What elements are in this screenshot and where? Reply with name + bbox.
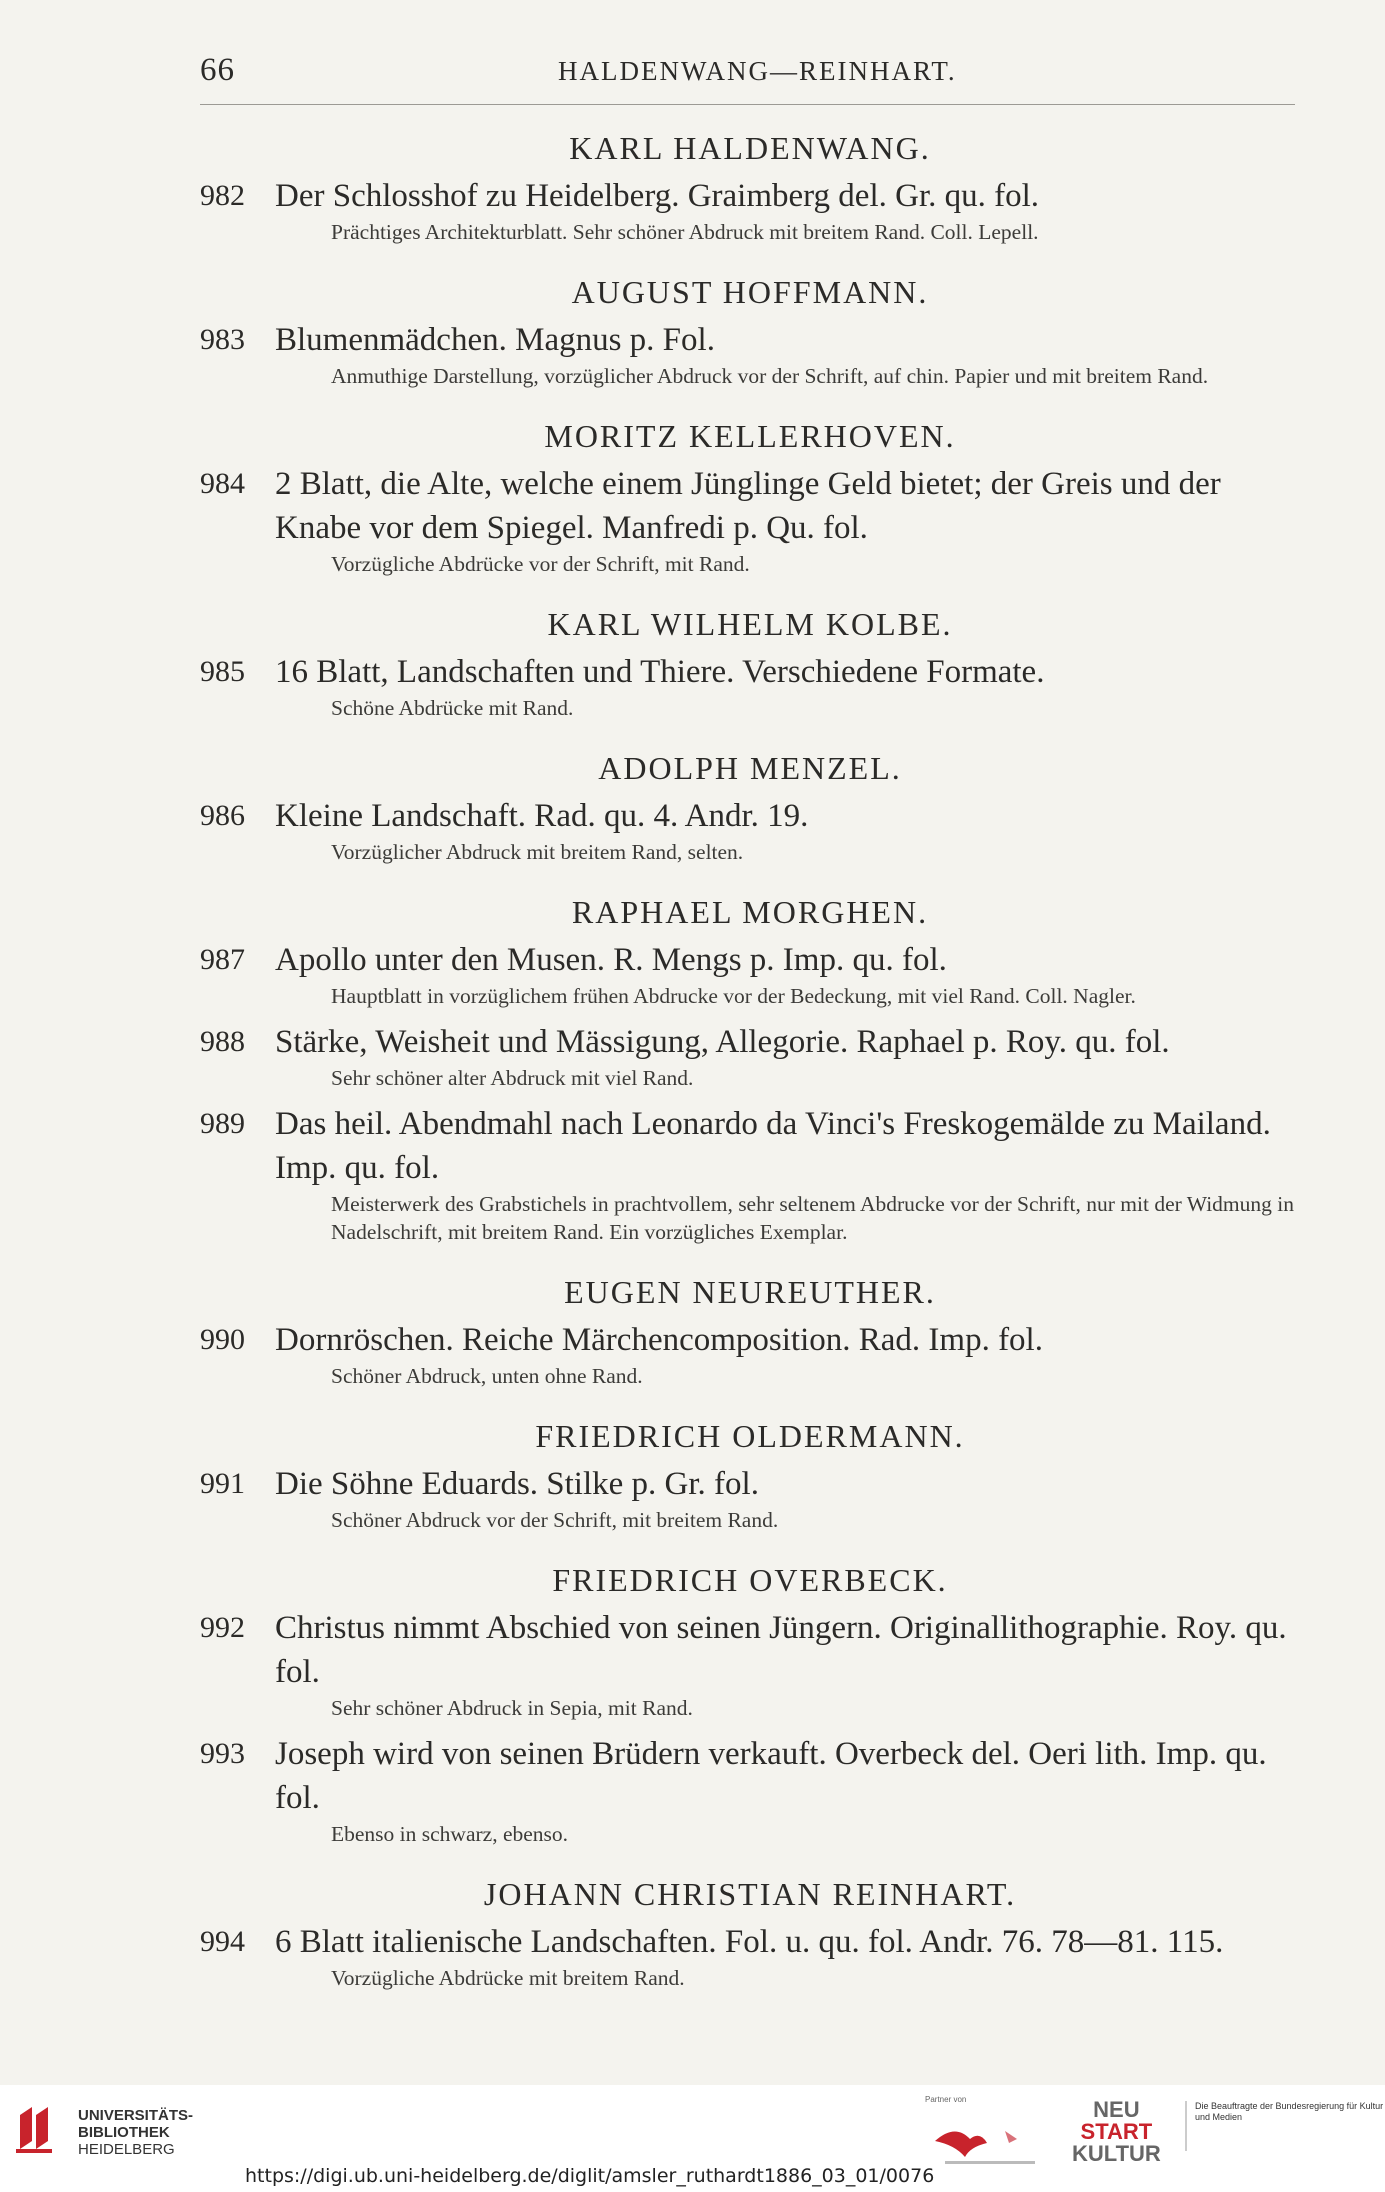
catalog-entry <box>200 938 1300 1010</box>
entry-note: Vorzüglicher Abdruck mit breitem Rand, selten. <box>331 840 744 864</box>
bkm-logo[interactable] <box>1185 2101 1385 2151</box>
entry-note: Schöner Abdruck vor der Schrift, mit breitem Rand. <box>331 1508 779 1532</box>
entry-number: 987 <box>200 943 245 976</box>
entry-number: 984 <box>200 467 245 500</box>
entry-note: Vorzügliche Abdrücke mit breitem Rand. <box>331 1966 685 1990</box>
entry-note: Sehr schöner alter Abdruck mit viel Rand. <box>331 1066 694 1090</box>
entry-title: 6 Blatt italienische Landschaften. Fol. u. qu. fol. Andr. 76. 78—81. 115. <box>275 1924 1224 1960</box>
artist-heading: ADOLPH MENZEL. <box>598 750 902 786</box>
catalog-entry <box>200 1318 1300 1390</box>
entry-number: 986 <box>200 799 245 832</box>
entry-title: Das heil. Abendmahl nach Leonardo da Vinci's Freskogemälde zu Mailand. Imp. qu. fol. <box>275 1106 1271 1186</box>
running-title: HALDENWANG—REINHART. <box>558 56 957 86</box>
entry-number: 993 <box>200 1737 245 1770</box>
permalink-url[interactable]: https://digi.ub.uni-heidelberg.de/diglit/amsler_ruthardt1886_03_01/0076 <box>245 2165 935 2187</box>
entry-number: 985 <box>200 655 245 688</box>
artist-heading: AUGUST HOFFMANN. <box>571 274 929 310</box>
partner-label: Partner von <box>925 2095 967 2104</box>
entry-note: Hauptblatt in vorzüglichem frühen Abdrucke vor der Bedeckung, mit viel Rand. Coll. Nagler. <box>331 984 1136 1008</box>
artist-heading: EUGEN NEUREUTHER. <box>564 1274 936 1310</box>
entry-note: Vorzügliche Abdrücke vor der Schrift, mit Rand. <box>331 552 750 576</box>
artist-heading: KARL WILHELM KOLBE. <box>547 606 953 642</box>
entry-title: Kleine Landschaft. Rad. qu. 4. Andr. 19. <box>275 798 809 834</box>
entry-note: Anmuthige Darstellung, vorzüglicher Abdruck vor der Schrift, auf chin. Papier und mit breitem Rand. <box>331 364 1209 388</box>
neustart-kultur-logo[interactable] <box>1072 2099 1161 2165</box>
partner-bird-logo-icon <box>925 2113 1045 2168</box>
catalog-entry <box>200 318 1300 390</box>
catalog-entry <box>200 1920 1300 1992</box>
entry-number: 982 <box>200 179 245 212</box>
entry-number: 989 <box>200 1107 245 1140</box>
neustart-line: START <box>1080 2119 1153 2144</box>
entry-title: Der Schlosshof zu Heidelberg. Graimberg del. Gr. qu. fol. <box>275 178 1040 214</box>
entry-title: Christus nimmt Abschied von seinen Jüngern. Originallithographie. Roy. qu. fol. <box>275 1610 1287 1690</box>
section-oldermann <box>0 1416 1385 1534</box>
entry-note: Sehr schöner Abdruck in Sepia, mit Rand. <box>331 1696 693 1720</box>
artist-heading: MORITZ KELLERHOVEN. <box>544 418 956 454</box>
section-menzel <box>0 748 1385 866</box>
entry-title: Stärke, Weisheit und Mässigung, Allegorie. Raphael p. Roy. qu. fol. <box>275 1024 1170 1060</box>
section-reinhart <box>0 1874 1385 1992</box>
entry-number: 983 <box>200 323 245 356</box>
catalog-entry <box>200 174 1300 246</box>
library-name[interactable] <box>78 2107 193 2158</box>
ub-heidelberg-logo-icon <box>12 2101 68 2157</box>
catalog-entry <box>200 1462 1300 1534</box>
section-overbeck <box>0 1560 1385 1848</box>
entry-note: Schöne Abdrücke mit Rand. <box>331 696 574 720</box>
artist-heading: FRIEDRICH OVERBECK. <box>552 1562 948 1598</box>
entry-title: Apollo unter den Musen. R. Mengs p. Imp. qu. fol. <box>275 942 947 978</box>
library-line: HEIDELBERG <box>78 2141 175 2158</box>
header-rule <box>200 104 1295 105</box>
library-line: BIBLIOTHEK <box>78 2124 170 2141</box>
entry-number: 988 <box>200 1025 245 1058</box>
library-line: UNIVERSITÄTS- <box>78 2107 194 2124</box>
section-kellerhoven <box>0 416 1385 578</box>
running-header <box>200 52 1300 92</box>
artist-heading: JOHANN CHRISTIAN REINHART. <box>483 1876 1017 1912</box>
section-haldenwang <box>0 128 1385 246</box>
artist-heading: RAPHAEL MORGHEN. <box>571 894 929 930</box>
catalog-entry <box>200 650 1300 722</box>
artist-heading: KARL HALDENWANG. <box>569 130 931 166</box>
neustart-line: NEU <box>1093 2097 1140 2122</box>
catalog-entry <box>200 1020 1300 1092</box>
entry-title: Die Söhne Eduards. Stilke p. Gr. fol. <box>275 1466 759 1502</box>
catalog-entry <box>200 1606 1300 1722</box>
artist-heading: FRIEDRICH OLDERMANN. <box>535 1418 965 1454</box>
section-kolbe <box>0 604 1385 722</box>
entry-number: 992 <box>200 1611 245 1644</box>
entry-number: 994 <box>200 1925 245 1958</box>
entry-title: Dornröschen. Reiche Märchencomposition. Rad. Imp. fol. <box>275 1322 1043 1358</box>
catalog-entry <box>200 462 1300 578</box>
entry-title: 16 Blatt, Landschaften und Thiere. Verschiedene Formate. <box>275 654 1045 690</box>
neustart-line: KULTUR <box>1072 2141 1161 2166</box>
entry-number: 991 <box>200 1467 245 1500</box>
entry-note: Meisterwerk des Grabstichels in prachtvollem, sehr seltenem Abdrucke vor der Schrift, nur mit der Widmung in Nadelschrift, mit breitem Rand. Ein vorzügliches Exemplar. <box>331 1192 1295 1244</box>
section-neureuther <box>0 1272 1385 1390</box>
catalog-entry <box>200 1102 1300 1246</box>
section-morghen <box>0 892 1385 1246</box>
entry-number: 990 <box>200 1323 245 1356</box>
entry-title: Joseph wird von seinen Brüdern verkauft. Overbeck del. Oeri lith. Imp. qu. fol. <box>275 1736 1267 1816</box>
entry-title: 2 Blatt, die Alte, welche einem Jünglinge Geld bietet; der Greis und der Knabe vor dem Spiegel. Manfredi p. Qu. fol. <box>275 466 1221 546</box>
entry-note: Schöner Abdruck, unten ohne Rand. <box>331 1364 643 1388</box>
catalog-entry <box>200 1732 1300 1848</box>
page-number: 66 <box>200 52 235 88</box>
entry-note: Prächtiges Architekturblatt. Sehr schöner Abdruck mit breitem Rand. Coll. Lepell. <box>331 220 1039 244</box>
catalog-content <box>0 128 1385 1992</box>
section-hoffmann <box>0 272 1385 390</box>
entry-note: Ebenso in schwarz, ebenso. <box>331 1822 569 1846</box>
catalog-entry <box>200 794 1300 866</box>
entry-title: Blumenmädchen. Magnus p. Fol. <box>275 322 715 358</box>
digitization-footer <box>0 2085 1385 2192</box>
bkm-text: Die Beauftragte der Bundesregierung für Kultur und Medien <box>1195 2101 1384 2122</box>
